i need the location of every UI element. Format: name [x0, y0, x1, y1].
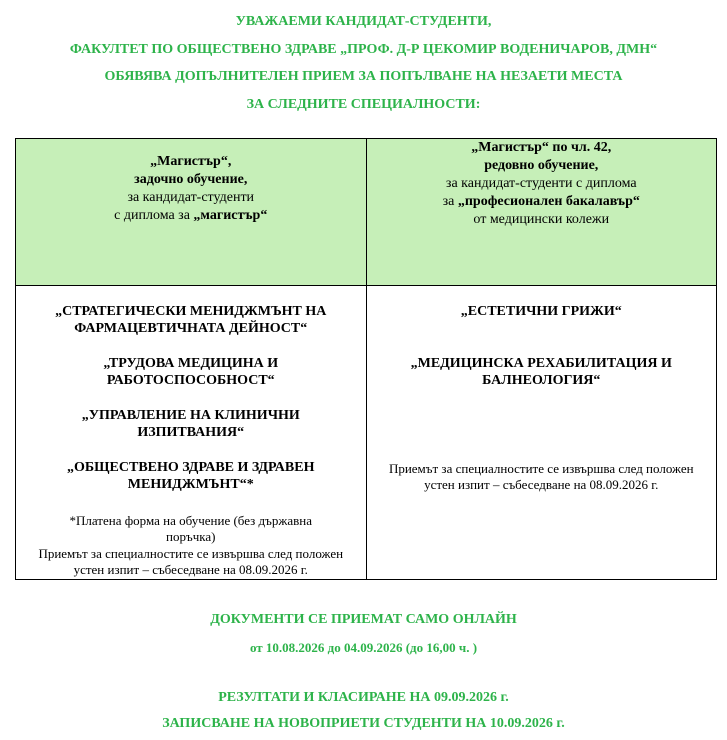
left-program-3: „УПРАВЛЕНИЕ НА КЛИНИЧНИ ИЗПИТВАНИЯ“	[81, 408, 300, 440]
left-degree: „Магистър“,	[150, 154, 232, 169]
right-study-form: редовно обучение,	[484, 158, 599, 173]
header-specialties-intro: ЗА СЛЕДНИТЕ СПЕЦИАЛНОСТИ:	[246, 96, 481, 112]
left-program-2: „ТРУДОВА МЕДИЦИНА И РАБОТОСПОСОБНОСТ“	[103, 356, 279, 388]
left-audience: за кандидат-студенти	[127, 190, 255, 205]
left-footnote: *Платена форма на обучение (без държавна поръчка)	[69, 513, 312, 544]
right-program-2: „МЕДИЦИНСКА РЕХАБИЛИТАЦИЯ И БАЛНЕОЛОГИЯ“	[410, 356, 672, 388]
footer-results: РЕЗУЛТАТИ И КЛАСИРАНЕ НА 09.09.2026 г.	[218, 690, 509, 705]
right-column-header	[366, 139, 717, 286]
announcement-header	[0, 8, 727, 118]
left-column-header	[16, 139, 367, 286]
left-diploma-type: „магистър“	[193, 208, 268, 223]
footer-enrollment: ЗАПИСВАНЕ НА НОВОПРИЕТИ СТУДЕНТИ НА 10.09.2026 г.	[162, 716, 565, 731]
right-programs-cell	[366, 286, 717, 580]
right-admission-note: Приемът за специалностите се извършва след положен устен изпит – събеседване на 08.09.2026 г.	[388, 461, 694, 492]
specialties-table	[15, 138, 717, 580]
right-degree: „Магистър“ по чл. 42,	[471, 140, 612, 155]
header-announcement: ОБЯВЯВА ДОПЪЛНИТЕЛЕН ПРИЕМ ЗА ПОПЪЛВАНЕ НА НЕЗАЕТИ МЕСТА	[104, 69, 623, 84]
right-diploma-type: „професионален бакалавър“	[457, 194, 640, 209]
header-faculty: ФАКУЛТЕТ ПО ОБЩЕСТВЕНО ЗДРАВЕ „ПРОФ. Д-Р ЦЕКОМИР ВОДЕНИЧАРОВ, ДМН“	[69, 41, 658, 57]
left-program-1: „СТРАТЕГИЧЕСКИ МЕНИДЖМЪНТ НА ФАРМАЦЕВТИЧНАТА ДЕЙНОСТ“	[55, 304, 327, 336]
footer-documents: ДОКУМЕНТИ СЕ ПРИЕМАТ САМО ОНЛАЙН	[210, 612, 517, 627]
right-origin: от медицински колежи	[473, 212, 610, 227]
right-program-1: „ЕСТЕТИЧНИ ГРИЖИ“	[460, 304, 622, 319]
right-audience: за кандидат-студенти с диплома	[445, 176, 637, 191]
footer-period: от 10.08.2026 до 04.09.2026 (до 16,00 ч. )	[249, 640, 478, 655]
left-programs-cell	[16, 286, 367, 580]
left-program-4: „ОБЩЕСТВЕНО ЗДРАВЕ И ЗДРАВЕН МЕНИДЖМЪНТ“*	[67, 460, 315, 492]
right-diploma-requirement: за „професионален бакалавър“	[442, 194, 640, 209]
left-study-form: задочно обучение,	[134, 172, 248, 187]
left-diploma-requirement: с диплома за „магистър“	[114, 208, 268, 223]
left-admission-note: Приемът за специалностите се извършва след положен устен изпит – събеседване на 08.09.2026 г.	[38, 546, 344, 577]
header-greeting: УВАЖАЕМИ КАНДИДАТ-СТУДЕНТИ,	[235, 14, 492, 29]
